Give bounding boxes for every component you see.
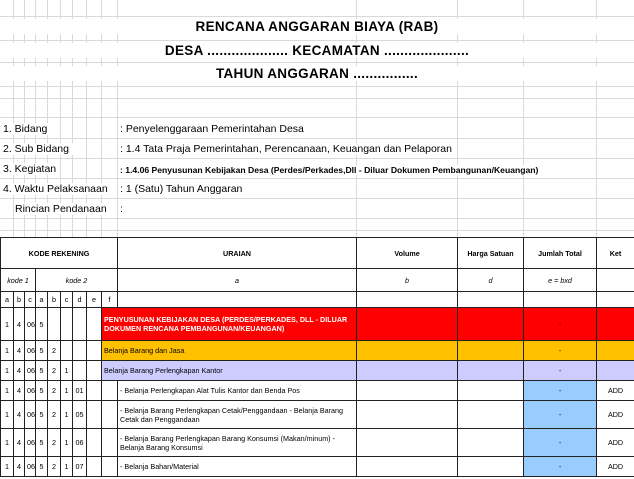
kode-cell[interactable]: 06: [25, 308, 36, 341]
letter-cell[interactable]: a: [36, 292, 48, 308]
kode-cell[interactable]: 06: [25, 429, 36, 457]
kode-cell[interactable]: [87, 361, 102, 381]
kode-cell[interactable]: 5: [36, 457, 48, 477]
subheader-volume[interactable]: b: [357, 269, 458, 292]
kode-cell[interactable]: 06: [25, 341, 36, 361]
kode-cell[interactable]: 06: [25, 361, 36, 381]
kode-cell[interactable]: 01: [73, 381, 87, 401]
rincian-label: Rincian Pendanaan: [15, 203, 111, 215]
table-row[interactable]: [1, 381, 634, 401]
volume-cell[interactable]: [357, 401, 458, 429]
harga-cell[interactable]: [458, 361, 524, 381]
kode-cell[interactable]: 1: [1, 457, 14, 477]
kode-cell[interactable]: [87, 429, 102, 457]
kode-cell[interactable]: 2: [48, 341, 61, 361]
kode-cell[interactable]: 4: [14, 429, 25, 457]
subheader-kode2[interactable]: kode 2: [36, 269, 118, 292]
kode-cell[interactable]: [87, 341, 102, 361]
volume-cell[interactable]: [357, 341, 458, 361]
uraian-cell[interactable]: PENYUSUNAN KEBIJAKAN DESA (PERDES/PERKADES, DLL - DILUAR DOKUMEN RENCANA PEMBANGUNAN/KEUANGAN): [102, 308, 357, 341]
table-row[interactable]: [1, 401, 634, 429]
kode-cell[interactable]: 2: [48, 401, 61, 429]
kode-cell[interactable]: 5: [36, 429, 48, 457]
kode-cell[interactable]: 5: [36, 308, 48, 341]
kegiatan-value: : 1.4.06 Penyusunan Kebijakan Desa (Perdes/Perkades,Dll - Diluar Dokumen Pembangunan/Keuangan): [120, 165, 542, 175]
empty-cell[interactable]: [118, 292, 357, 308]
letter-cell[interactable]: c: [25, 292, 36, 308]
sub-bidang-value: : 1.4 Tata Praja Pemerintahan, Perencanaan, Keuangan dan Pelaporan: [120, 143, 456, 155]
kode-cell[interactable]: 1: [1, 361, 14, 381]
kode-cell[interactable]: 2: [48, 429, 61, 457]
harga-cell[interactable]: [458, 341, 524, 361]
jumlah-cell[interactable]: -: [524, 401, 597, 429]
kode-cell[interactable]: 5: [36, 401, 48, 429]
empty-cell[interactable]: [524, 292, 597, 308]
spreadsheet-grid: [0, 0, 634, 237]
kode-cell[interactable]: 5: [36, 381, 48, 401]
kode-cell[interactable]: [87, 308, 102, 341]
uraian-cell[interactable]: - Belanja Barang Perlengkapan Cetak/Penggandaan - Belanja Barang Cetak dan Penggandaan: [118, 401, 357, 429]
letter-cell[interactable]: f: [102, 292, 118, 308]
kode-cell[interactable]: 06: [25, 401, 36, 429]
kode-cell[interactable]: 1: [1, 401, 14, 429]
kode-cell[interactable]: 2: [48, 361, 61, 381]
kode-cell[interactable]: [61, 341, 73, 361]
volume-cell[interactable]: [357, 381, 458, 401]
uraian-cell[interactable]: Belanja Barang Perlengkapan Kantor: [102, 361, 357, 381]
volume-cell[interactable]: [357, 429, 458, 457]
header-volume[interactable]: Volume: [357, 238, 458, 269]
jumlah-cell[interactable]: -: [524, 341, 597, 361]
bidang-label: 1. Bidang: [3, 123, 51, 135]
kode-cell[interactable]: [87, 457, 102, 477]
uraian-cell[interactable]: Belanja Barang dan Jasa: [102, 341, 357, 361]
ket-cell[interactable]: ADD: [597, 457, 634, 477]
jumlah-cell[interactable]: -: [524, 361, 597, 381]
empty-cell[interactable]: [102, 381, 118, 401]
kode-cell[interactable]: 1: [1, 429, 14, 457]
jumlah-cell[interactable]: -: [524, 429, 597, 457]
tahun-anggaran-title: TAHUN ANGGARAN ................: [0, 66, 634, 81]
harga-cell[interactable]: [458, 457, 524, 477]
uraian-cell[interactable]: - Belanja Perlengkapan Alat Tulis Kantor dan Benda Pos: [118, 381, 357, 401]
table-row[interactable]: [1, 361, 634, 381]
ket-cell[interactable]: ADD: [597, 401, 634, 429]
harga-cell[interactable]: [458, 401, 524, 429]
kode-cell[interactable]: 1: [61, 457, 73, 477]
harga-cell[interactable]: [458, 429, 524, 457]
kode-cell[interactable]: 2: [48, 457, 61, 477]
kode-cell[interactable]: [48, 308, 61, 341]
letter-cell[interactable]: b: [48, 292, 61, 308]
ket-cell[interactable]: [597, 308, 634, 341]
kode-cell[interactable]: 06: [25, 457, 36, 477]
kode-cell[interactable]: 1: [61, 381, 73, 401]
kode-cell[interactable]: [73, 361, 87, 381]
table-row[interactable]: [1, 457, 634, 477]
harga-cell[interactable]: [458, 381, 524, 401]
kode-cell[interactable]: [73, 341, 87, 361]
kode-cell[interactable]: 1: [61, 401, 73, 429]
jumlah-cell[interactable]: -: [524, 381, 597, 401]
rab-title: RENCANA ANGGARAN BIAYA (RAB): [0, 19, 634, 34]
kode-cell[interactable]: 05: [73, 401, 87, 429]
empty-cell[interactable]: [357, 292, 458, 308]
kode-cell[interactable]: 1: [1, 308, 14, 341]
kode-cell[interactable]: 4: [14, 361, 25, 381]
header-kode-rekening[interactable]: KODE REKENING: [1, 238, 118, 269]
kode-cell[interactable]: [61, 308, 73, 341]
kode-cell[interactable]: 2: [48, 381, 61, 401]
kode-cell[interactable]: 07: [73, 457, 87, 477]
kode-cell[interactable]: [87, 381, 102, 401]
table-row[interactable]: [1, 341, 634, 361]
volume-cell[interactable]: [357, 361, 458, 381]
ket-cell[interactable]: [597, 361, 634, 381]
kode-cell[interactable]: 5: [36, 341, 48, 361]
header-jumlah-total[interactable]: Jumlah Total: [524, 238, 597, 269]
kode-cell[interactable]: 1: [61, 361, 73, 381]
empty-cell[interactable]: [102, 457, 118, 477]
ket-cell[interactable]: [597, 341, 634, 361]
sub-bidang-label: 2. Sub Bidang: [3, 143, 73, 155]
waktu-value: : 1 (Satu) Tahun Anggaran: [120, 183, 246, 195]
uraian-cell[interactable]: - Belanja Bahan/Material: [118, 457, 357, 477]
kode-cell[interactable]: [87, 401, 102, 429]
kode-cell[interactable]: [73, 308, 87, 341]
letter-cell[interactable]: d: [73, 292, 87, 308]
kode-cell[interactable]: 5: [36, 361, 48, 381]
subheader-uraian[interactable]: a: [118, 269, 357, 292]
kode-cell[interactable]: 1: [61, 429, 73, 457]
desa-kecamatan-title: DESA .................... KECAMATAN .....................: [0, 43, 634, 58]
letter-cell[interactable]: b: [14, 292, 25, 308]
letter-cell[interactable]: c: [61, 292, 73, 308]
subheader-ket[interactable]: [597, 269, 634, 292]
kode-cell[interactable]: 1: [1, 381, 14, 401]
kode-cell[interactable]: 06: [25, 381, 36, 401]
rab-table: [0, 237, 634, 477]
table-body: [1, 308, 634, 477]
kode-cell[interactable]: 1: [1, 341, 14, 361]
header-harga-satuan[interactable]: Harga Satuan: [458, 238, 524, 269]
subheader-jumlah[interactable]: e = bxd: [524, 269, 597, 292]
letter-cell[interactable]: e: [87, 292, 102, 308]
kode-cell[interactable]: 4: [14, 401, 25, 429]
header-ket[interactable]: Ket: [597, 238, 634, 269]
kode-cell[interactable]: 4: [14, 341, 25, 361]
empty-cell[interactable]: [458, 292, 524, 308]
volume-cell[interactable]: [357, 308, 458, 341]
uraian-cell[interactable]: - Belanja Barang Perlengkapan Barang Konsumsi (Makan/minum) - Belanja Barang Konsumsi: [118, 429, 357, 457]
kode-cell[interactable]: 06: [73, 429, 87, 457]
harga-cell[interactable]: [458, 308, 524, 341]
kode-cell[interactable]: 4: [14, 457, 25, 477]
empty-cell[interactable]: [102, 401, 118, 429]
table-row[interactable]: [1, 429, 634, 457]
subheader-kode1[interactable]: kode 1: [1, 269, 36, 292]
empty-cell[interactable]: [102, 429, 118, 457]
ket-cell[interactable]: ADD: [597, 381, 634, 401]
letter-cell[interactable]: a: [1, 292, 14, 308]
empty-cell[interactable]: [597, 292, 634, 308]
kode-cell[interactable]: 4: [14, 381, 25, 401]
kode-cell[interactable]: 4: [14, 308, 25, 341]
rincian-value: :: [120, 203, 127, 215]
jumlah-cell[interactable]: -: [524, 308, 597, 341]
bidang-value: : Penyelenggaraan Pemerintahan Desa: [120, 123, 308, 135]
kegiatan-label: 3. Kegiatan: [3, 163, 60, 175]
ket-cell[interactable]: ADD: [597, 429, 634, 457]
table-row[interactable]: [1, 308, 634, 341]
volume-cell[interactable]: [357, 457, 458, 477]
subheader-harga[interactable]: d: [458, 269, 524, 292]
waktu-label: 4. Waktu Pelaksanaan: [3, 183, 112, 195]
header-uraian[interactable]: URAIAN: [118, 238, 357, 269]
jumlah-cell[interactable]: -: [524, 457, 597, 477]
